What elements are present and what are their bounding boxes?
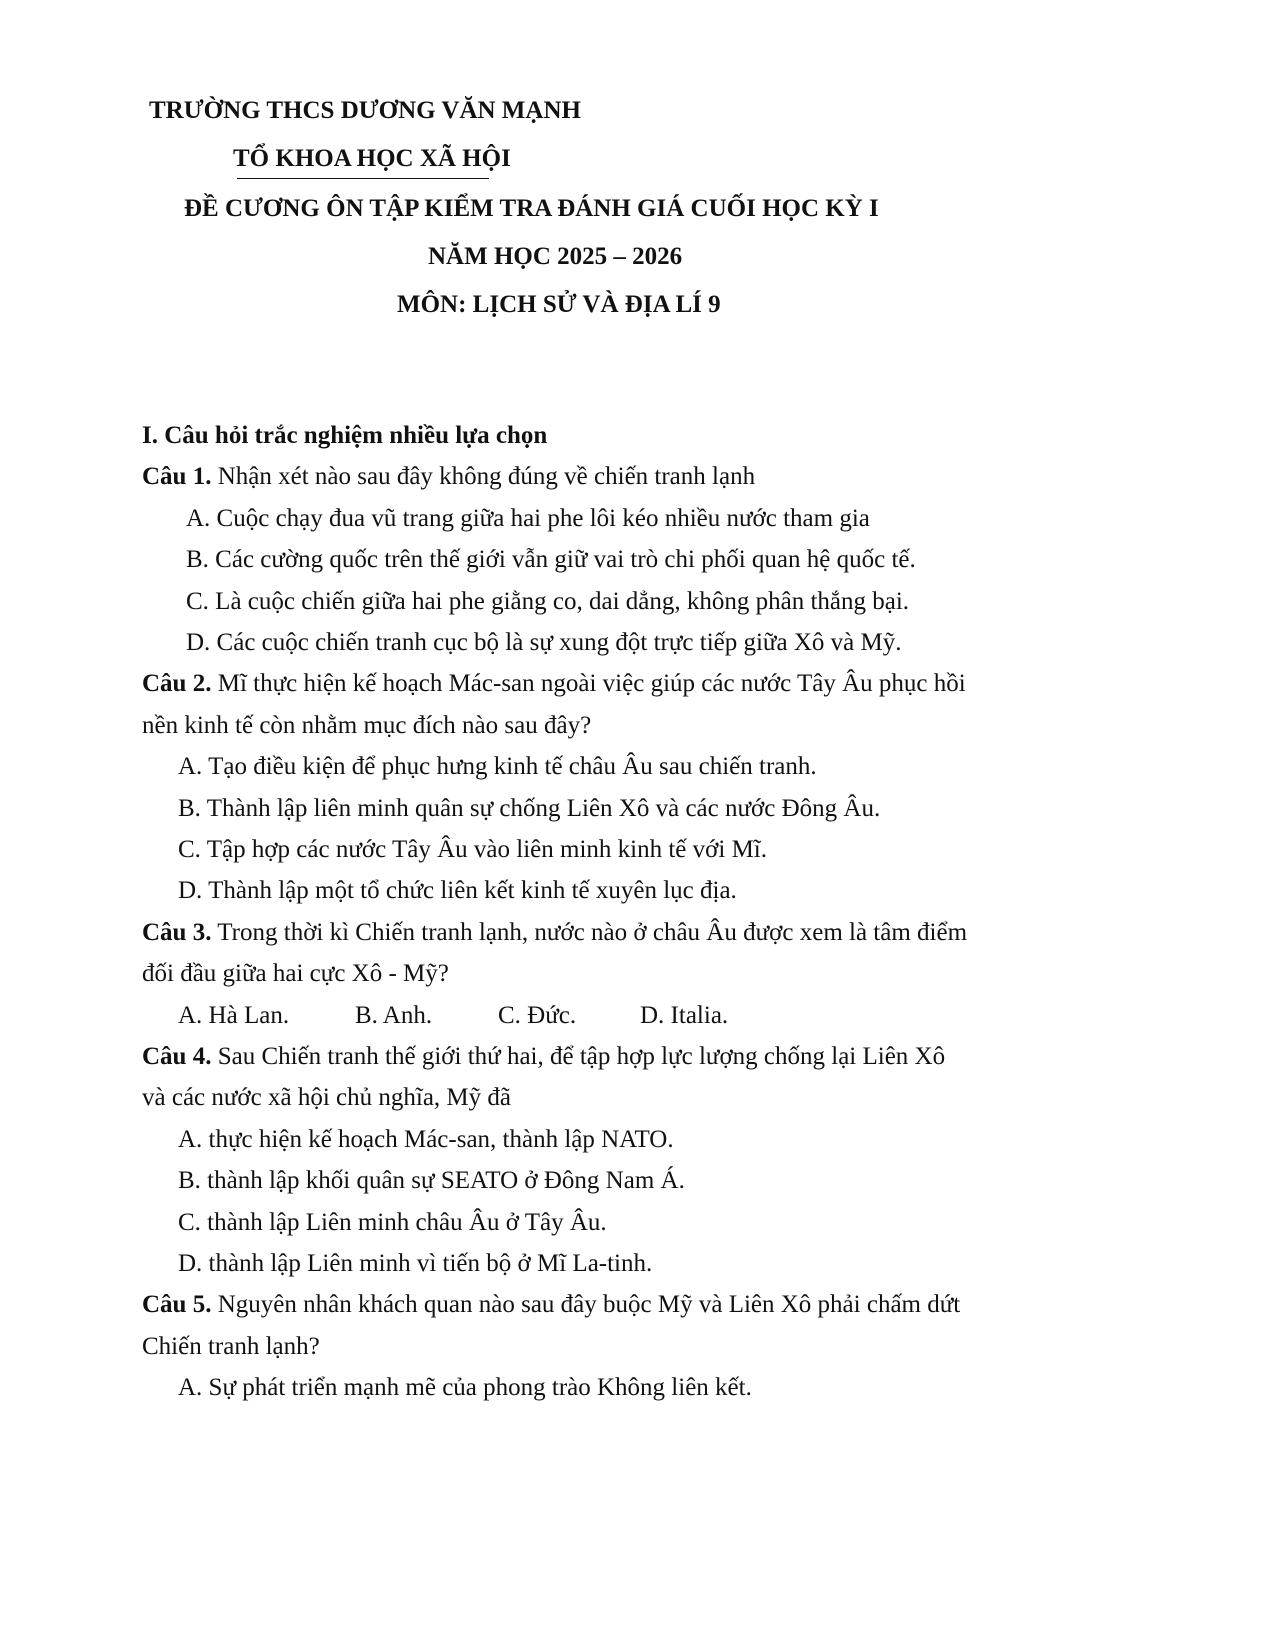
question-text-continued: nền kinh tế còn nhằm mục đích nào sau đây? [142, 712, 592, 739]
question-4 [142, 1042, 945, 1072]
section-title: I. Câu hỏi trắc nghiệm nhiều lựa chọn [142, 422, 548, 449]
subject-title: MÔN: LỊCH SỬ VÀ ĐỊA LÍ 9 [397, 291, 721, 318]
question-2 [142, 669, 966, 699]
option: A. Sự phát triển mạnh mẽ của phong trào Không liên kết. [178, 1374, 752, 1401]
option: B. Anh. [355, 1002, 433, 1029]
question-text: Trong thời kì Chiến tranh lạnh, nước nào ở châu Âu được xem là tâm điểm [217, 919, 968, 946]
question-text-continued: Chiến tranh lạnh? [142, 1333, 320, 1360]
department-name: TỔ KHOA HỌC XÃ HỘI [233, 145, 511, 172]
option: B. thành lập khối quân sự SEATO ở Đông Nam Á. [178, 1167, 685, 1194]
question-5 [142, 1290, 960, 1320]
question-text: Nhận xét nào sau đây không đúng về chiến tranh lạnh [217, 463, 756, 490]
question-label: Câu 5. [142, 1291, 212, 1318]
option: C. Tập hợp các nước Tây Âu vào liên minh kinh tế với Mĩ. [178, 836, 767, 863]
option: D. thành lập Liên minh vì tiến bộ ở Mĩ La-tinh. [178, 1250, 653, 1277]
question-1 [142, 462, 755, 492]
option: C. thành lập Liên minh châu Âu ở Tây Âu. [178, 1209, 607, 1236]
option: B. Các cường quốc trên thế giới vẫn giữ vai trò chi phối quan hệ quốc tế. [186, 546, 916, 573]
school-name: TRƯỜNG THCS DƯƠNG VĂN MẠNH [149, 97, 581, 124]
department-underline [237, 178, 489, 179]
option: B. Thành lập liên minh quân sự chống Liên Xô và các nước Đông Âu. [178, 795, 881, 822]
question-text: Sau Chiến tranh thế giới thứ hai, để tập hợp lực lượng chống lại Liên Xô [217, 1043, 946, 1070]
question-text-continued: đối đầu giữa hai cực Xô - Mỹ? [142, 960, 449, 987]
option: D. Thành lập một tổ chức liên kết kinh tế xuyên lục địa. [178, 877, 737, 904]
option: A. Hà Lan. [178, 1002, 290, 1029]
question-text: Nguyên nhân khách quan nào sau đây buộc Mỹ và Liên Xô phải chấm dứt [217, 1291, 961, 1318]
option: C. Đức. [498, 1002, 577, 1029]
question-label: Câu 4. [142, 1043, 212, 1070]
document-title: ĐỀ CƯƠNG ÔN TẬP KIỂM TRA ĐÁNH GIÁ CUỐI HỌC KỲ I [184, 195, 879, 222]
question-label: Câu 3. [142, 919, 212, 946]
option: D. Italia. [640, 1002, 729, 1029]
option: C. Là cuộc chiến giữa hai phe giằng co, dai dẳng, không phân thắng bại. [186, 588, 910, 615]
question-text: Mĩ thực hiện kế hoạch Mác-san ngoài việc giúp các nước Tây Âu phục hồi [217, 670, 966, 697]
school-year: NĂM HỌC 2025 – 2026 [428, 243, 683, 270]
question-3 [142, 918, 967, 948]
option: A. thực hiện kế hoạch Mác-san, thành lập NATO. [178, 1126, 674, 1153]
question-label: Câu 2. [142, 670, 212, 697]
option: A. Tạo điều kiện để phục hưng kinh tế châu Âu sau chiến tranh. [178, 753, 817, 780]
option: A. Cuộc chạy đua vũ trang giữa hai phe lôi kéo nhiều nước tham gia [186, 505, 870, 532]
question-text-continued: và các nước xã hội chủ nghĩa, Mỹ đã [142, 1084, 512, 1111]
question-label: Câu 1. [142, 463, 212, 490]
option: D. Các cuộc chiến tranh cục bộ là sự xung đột trực tiếp giữa Xô và Mỹ. [186, 629, 902, 656]
